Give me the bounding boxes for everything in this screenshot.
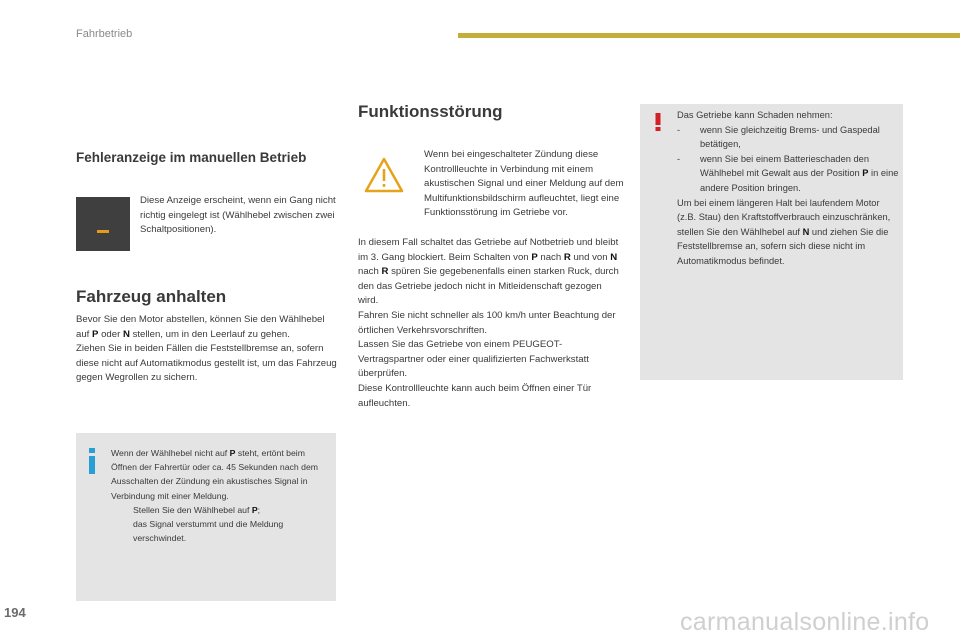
caution-item-1: - wenn Sie gleichzeitig Brems- und Gaspedal betätigen, — [677, 124, 880, 150]
malfunction-paragraph-1: In diesem Fall schaltet das Getriebe auf Notbetrieb und bleibt im 3. Gang blockiert. Beim Schalten von P nach R und von N nach R spüren Sie gegebenenfalls einen starken Ruck, durch den das Getriebe jedoch nicht in Mitleidenschaft gezogen wird. — [358, 237, 619, 307]
header-rule — [458, 33, 960, 38]
section-header: Fahrbetrieb — [76, 28, 133, 40]
watermark: carmanualsonline.info — [680, 608, 930, 636]
page-number: 194 — [4, 605, 26, 620]
stop-heading: Fahrzeug anhalten — [76, 287, 227, 306]
stop-paragraph-2: Ziehen Sie in beiden Fällen die Feststellbremse an, sofern diese nicht auf Automatikmodus gestellt ist, um das Fahrzeug gegen Wegrollen zu sichern. — [76, 343, 337, 384]
malfunction-heading: Funktionsstörung — [358, 102, 503, 121]
exclamation-icon — [655, 113, 661, 131]
caution-text — [677, 108, 901, 269]
gear-display-icon — [76, 197, 130, 251]
info-bullet-marker — [111, 503, 133, 546]
caution-intro: Das Getriebe kann Schaden nehmen: — [677, 110, 833, 120]
stop-text — [76, 313, 340, 386]
fault-text: Diese Anzeige erscheint, wenn ein Gang nicht richtig eingelegt ist (Wählhebel zwischen zwei Schaltpositionen). — [140, 195, 336, 236]
info-text — [111, 446, 333, 545]
malfunction-paragraph-4: Diese Kontrollleuchte kann auch beim Öffnen einer Tür aufleuchten. — [358, 382, 592, 409]
malfunction-paragraph-3: Lassen Sie das Getriebe von einem PEUGEOT-Vertragspartner oder einer qualifizierten Fachwerkstatt überprüfen. — [358, 339, 589, 380]
info-paragraph: Wenn der Wählhebel nicht auf P steht, ertönt beim Öffnen der Fahrertür oder ca. 45 Sekunden nach dem Ausschalten der Zündung ein akustisches Signal in Verbindung mit einer Meldung. — [111, 448, 319, 501]
gear-fault-dash — [97, 230, 109, 233]
info-icon — [85, 448, 99, 474]
malfunction-paragraph-2: Fahren Sie nicht schneller als 100 km/h unter Beachtung der örtlichen Verkehrsvorschriften. — [358, 309, 616, 336]
caution-item-2: - wenn Sie bei einem Batterieschaden den Wählhebel mit Gewalt aus der Position P in eine andere Position bringen. — [677, 153, 899, 193]
malfunction-text — [358, 236, 624, 411]
info-bullet: Stellen Sie den Wählhebel auf P; das Signal verstummt und die Meldung verschwindet. — [111, 503, 333, 546]
caution-paragraph: Um bei einem längeren Halt bei laufendem Motor (z.B. Stau) den Kraftstoffverbrauch einzuschränken, stellen Sie den Wählhebel auf N und ziehen Sie die Feststellbremse an, sofern sich diese nicht im Automatikmodus befindet. — [677, 197, 891, 266]
warning-triangle-icon — [364, 157, 404, 193]
stop-paragraph-1: Bevor Sie den Motor abstellen, können Sie den Wählhebel auf P oder N stellen, um in den Leerlauf zu gehen. — [76, 314, 325, 340]
malfunction-intro: Wenn bei eingeschalteter Zündung diese Kontrollleuchte in Verbindung mit einem akustischen Signal und einer Meldung auf dem Multifunktionsbildschirm aufleuchtet, liegt eine Funktionsstörung im Getriebe vor. — [424, 149, 624, 219]
fault-heading: Fehleranzeige im manuellen Betrieb — [76, 150, 307, 165]
